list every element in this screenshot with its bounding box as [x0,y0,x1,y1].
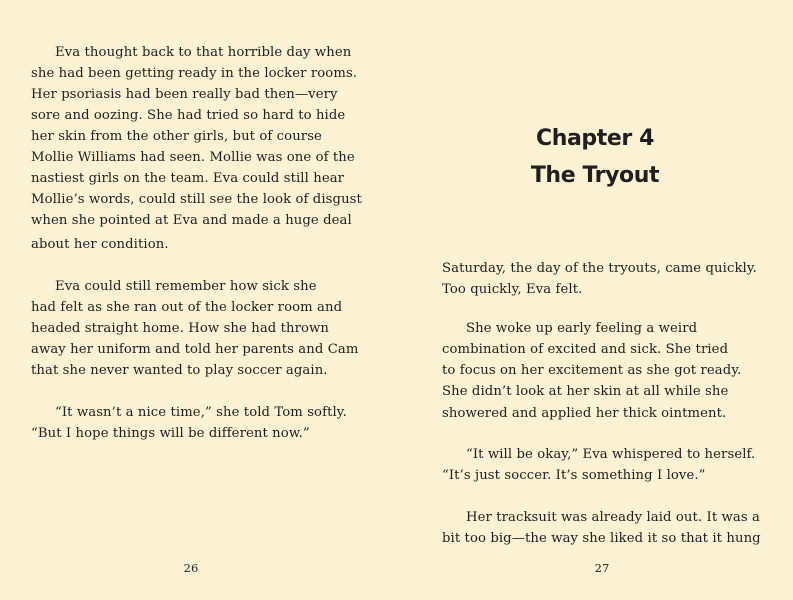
text-line: Eva could still remember how sick she [55,279,317,294]
text-line: showered and applied her thick ointment. [442,406,727,421]
right-page [397,0,793,600]
text-line: away her uniform and told her parents and Cam [31,342,359,357]
text-line: to focus on her excitement as she got ready. [442,363,742,378]
chapter-subtitle: The Tryout [530,163,660,188]
text-line: combination of excited and sick. She tried [442,342,729,357]
text-line: headed straight home. How she had thrown [31,321,330,336]
chapter-title: Chapter 4 [535,126,655,151]
text-line: Her psoriasis had been really bad then—very [31,87,338,102]
text-line: Eva thought back to that horrible day when [55,45,352,60]
text-line: “It’s just soccer. It’s something I love.” [442,468,706,483]
text-line: “But I hope things will be different now.” [31,426,310,441]
text-line: had felt as she ran out of the locker room and [31,300,343,315]
left-page [0,0,396,600]
text-line: nastiest girls on the team. Eva could still hear [31,171,345,186]
text-line: Mollie’s words, could still see the look of disgust [31,192,362,207]
text-line: when she pointed at Eva and made a huge deal [31,213,352,228]
text-line: Too quickly, Eva felt. [442,282,583,297]
text-line: she had been getting ready in the locker rooms. [31,66,358,81]
text-line: Mollie Williams had seen. Mollie was one of the [31,150,355,165]
text-line: She didn’t look at her skin at all while she [442,384,729,399]
text-line: Her tracksuit was already laid out. It was a [466,510,760,525]
text-line: “It wasn’t a nice time,” she told Tom softly. [55,405,347,420]
text-line: Saturday, the day of the tryouts, came quickly. [442,261,757,276]
page-number: 26 [183,561,199,575]
text-line: about her condition. [31,237,169,252]
text-line: her skin from the other girls, but of course [31,129,322,144]
text-line: bit too big—the way she liked it so that it hung [442,531,761,546]
text-line: “It will be okay,” Eva whispered to herself. [466,447,756,462]
text-line: She woke up early feeling a weird [466,321,698,336]
text-line: sore and oozing. She had tried so hard to hide [31,108,346,123]
text-line: that she never wanted to play soccer again. [31,363,328,378]
page-number: 27 [594,561,610,575]
